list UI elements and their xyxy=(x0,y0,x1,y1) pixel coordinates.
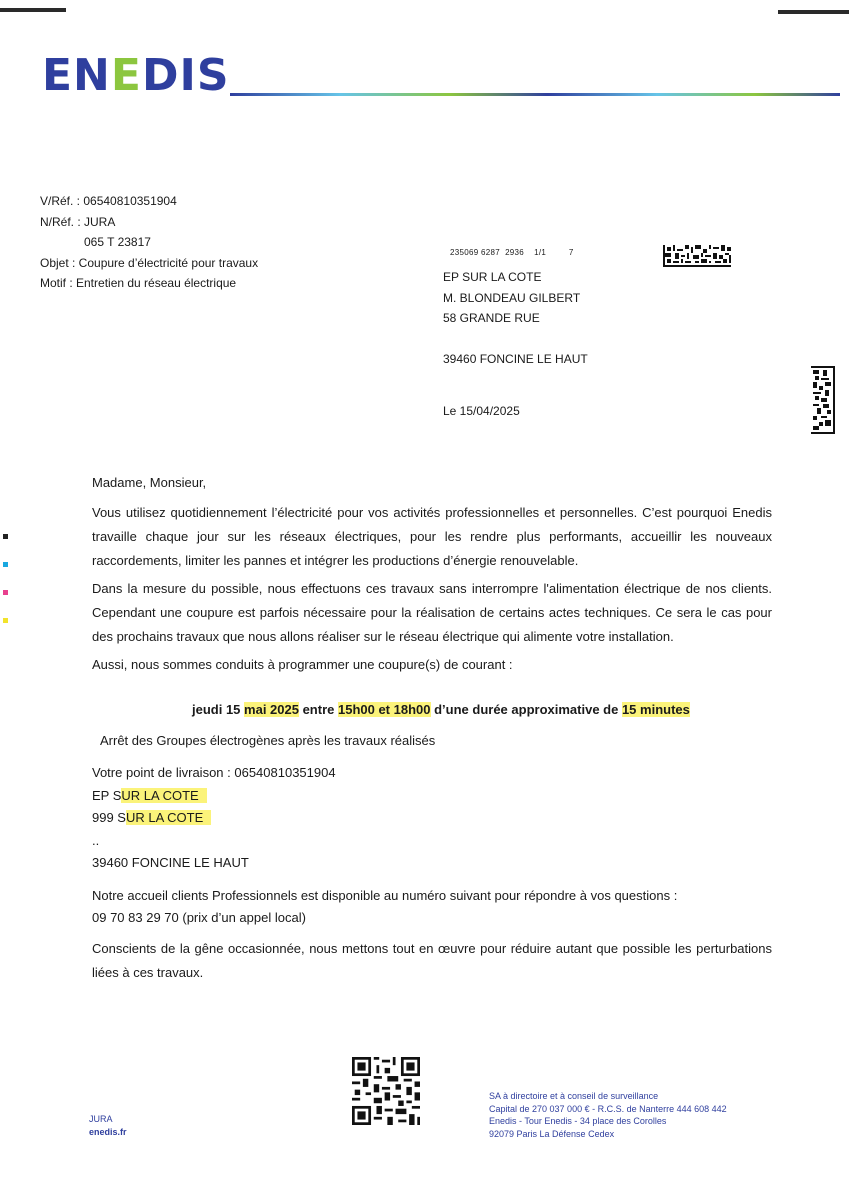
legal-line-2: Capital de 270 037 000 € - R.C.S. de Nanterre 444 608 442 xyxy=(489,1103,727,1114)
footer-left xyxy=(89,1113,127,1139)
delivery-point-block xyxy=(92,762,336,875)
datamatrix-barcode-icon xyxy=(663,245,731,267)
outage-time-highlight: 15h00 et 18h00 xyxy=(337,702,431,717)
recipient-line-1: EP SUR LA COTE xyxy=(443,270,542,284)
footer-website[interactable]: enedis.fr xyxy=(89,1127,127,1137)
delivery-point-line-1: EP SUR LA COTE xyxy=(92,785,336,808)
vertical-barcode-icon xyxy=(811,366,835,434)
delivery-point-line-3: .. xyxy=(92,832,100,848)
outage-date-highlight: mai 2025 xyxy=(244,702,299,717)
mailing-code: 235069 6287 2936 1/1 7 xyxy=(450,248,574,257)
subject-line: Objet : Coupure d’électricité pour travaux xyxy=(40,255,259,270)
delivery-point-line-2: 999 SUR LA COTE xyxy=(92,807,336,830)
recipient-line-2: M. BLONDEAU GILBERT xyxy=(443,290,581,305)
our-reference: N/Réf. : JURA xyxy=(40,214,116,229)
recipient-line-3: 58 GRANDE RUE xyxy=(443,311,540,325)
outage-duration-highlight: 15 minutes xyxy=(621,702,690,717)
closing-paragraph: Conscients de la gêne occasionnée, nous mettons tout en œuvre pour réduire autant que possible les perturbations liées à ces travaux. xyxy=(92,941,772,980)
customer-service-phone: 09 70 83 29 70 (prix d’un appel local) xyxy=(92,910,306,925)
paragraph-works: Dans la mesure du possible, nous effectuons ces travaux sans interrompre l'alimentation électrique de nos clients. Cependant une coupure est parfois nécessaire pour la réalisation de certains actes techniques. Ce sera le cas pour des prochains travaux que nous allons réaliser sur le réseau électrique qui alimente votre installation. xyxy=(92,581,772,644)
header-rule xyxy=(230,93,840,96)
legal-line-3: Enedis - Tour Enedis - 34 place des Corolles xyxy=(489,1116,667,1126)
footer-legal xyxy=(489,1090,727,1140)
registration-mark-yellow xyxy=(3,618,8,623)
references-block xyxy=(40,191,258,294)
paragraph-intro: Vous utilisez quotidiennement l’électricité pour vos activités professionnelles et personnelles. C’est pourquoi Enedis travaille chaque jour sur les réseaux électriques, pour les rendre plus performants, accueillir les nouveaux raccordements, limiter les pannes et intégrer les productions d’énergie renouvelable. xyxy=(92,505,772,568)
delivery-point-line-4: 39460 FONCINE LE HAUT xyxy=(92,855,249,870)
outage-schedule: jeudi 15 mai 2025 entre 15h00 et 18h00 d’une durée approximative de 15 minutes xyxy=(192,702,690,717)
paragraph-outage-announce: Aussi, nous sommes conduits à programmer une coupure(s) de courant : xyxy=(92,657,513,672)
recipient-line-4: 39460 FONCINE LE HAUT xyxy=(443,351,588,366)
letter-date: Le 15/04/2025 xyxy=(443,404,520,418)
salutation: Madame, Monsieur, xyxy=(92,475,207,490)
customer-service-text: Notre accueil clients Professionnels est disponible au numéro suivant pour répondre à vos questions : xyxy=(92,888,678,903)
footer-region: JURA xyxy=(89,1114,113,1124)
legal-line-1: SA à directoire et à conseil de surveillance xyxy=(489,1091,659,1101)
delivery-point-number: Votre point de livraison : 06540810351904 xyxy=(92,765,336,780)
enedis-logo: ENEDIS xyxy=(42,50,230,101)
reason-line: Motif : Entretien du réseau électrique xyxy=(40,276,237,290)
qr-code-icon xyxy=(352,1057,420,1125)
registration-mark-cyan xyxy=(3,562,8,567)
scan-mark-right xyxy=(778,10,849,14)
legal-line-4: 92079 Paris La Défense Cedex xyxy=(489,1128,615,1139)
registration-mark-magenta xyxy=(3,590,8,595)
recipient-address xyxy=(443,267,588,369)
generator-note: Arrêt des Groupes électrogènes après les travaux réalisés xyxy=(100,733,436,748)
scan-mark-left xyxy=(0,8,66,12)
registration-mark-black xyxy=(3,534,8,539)
our-reference-code: 065 T 23817 xyxy=(84,235,151,249)
your-reference: V/Réf. : 06540810351904 xyxy=(40,194,177,208)
